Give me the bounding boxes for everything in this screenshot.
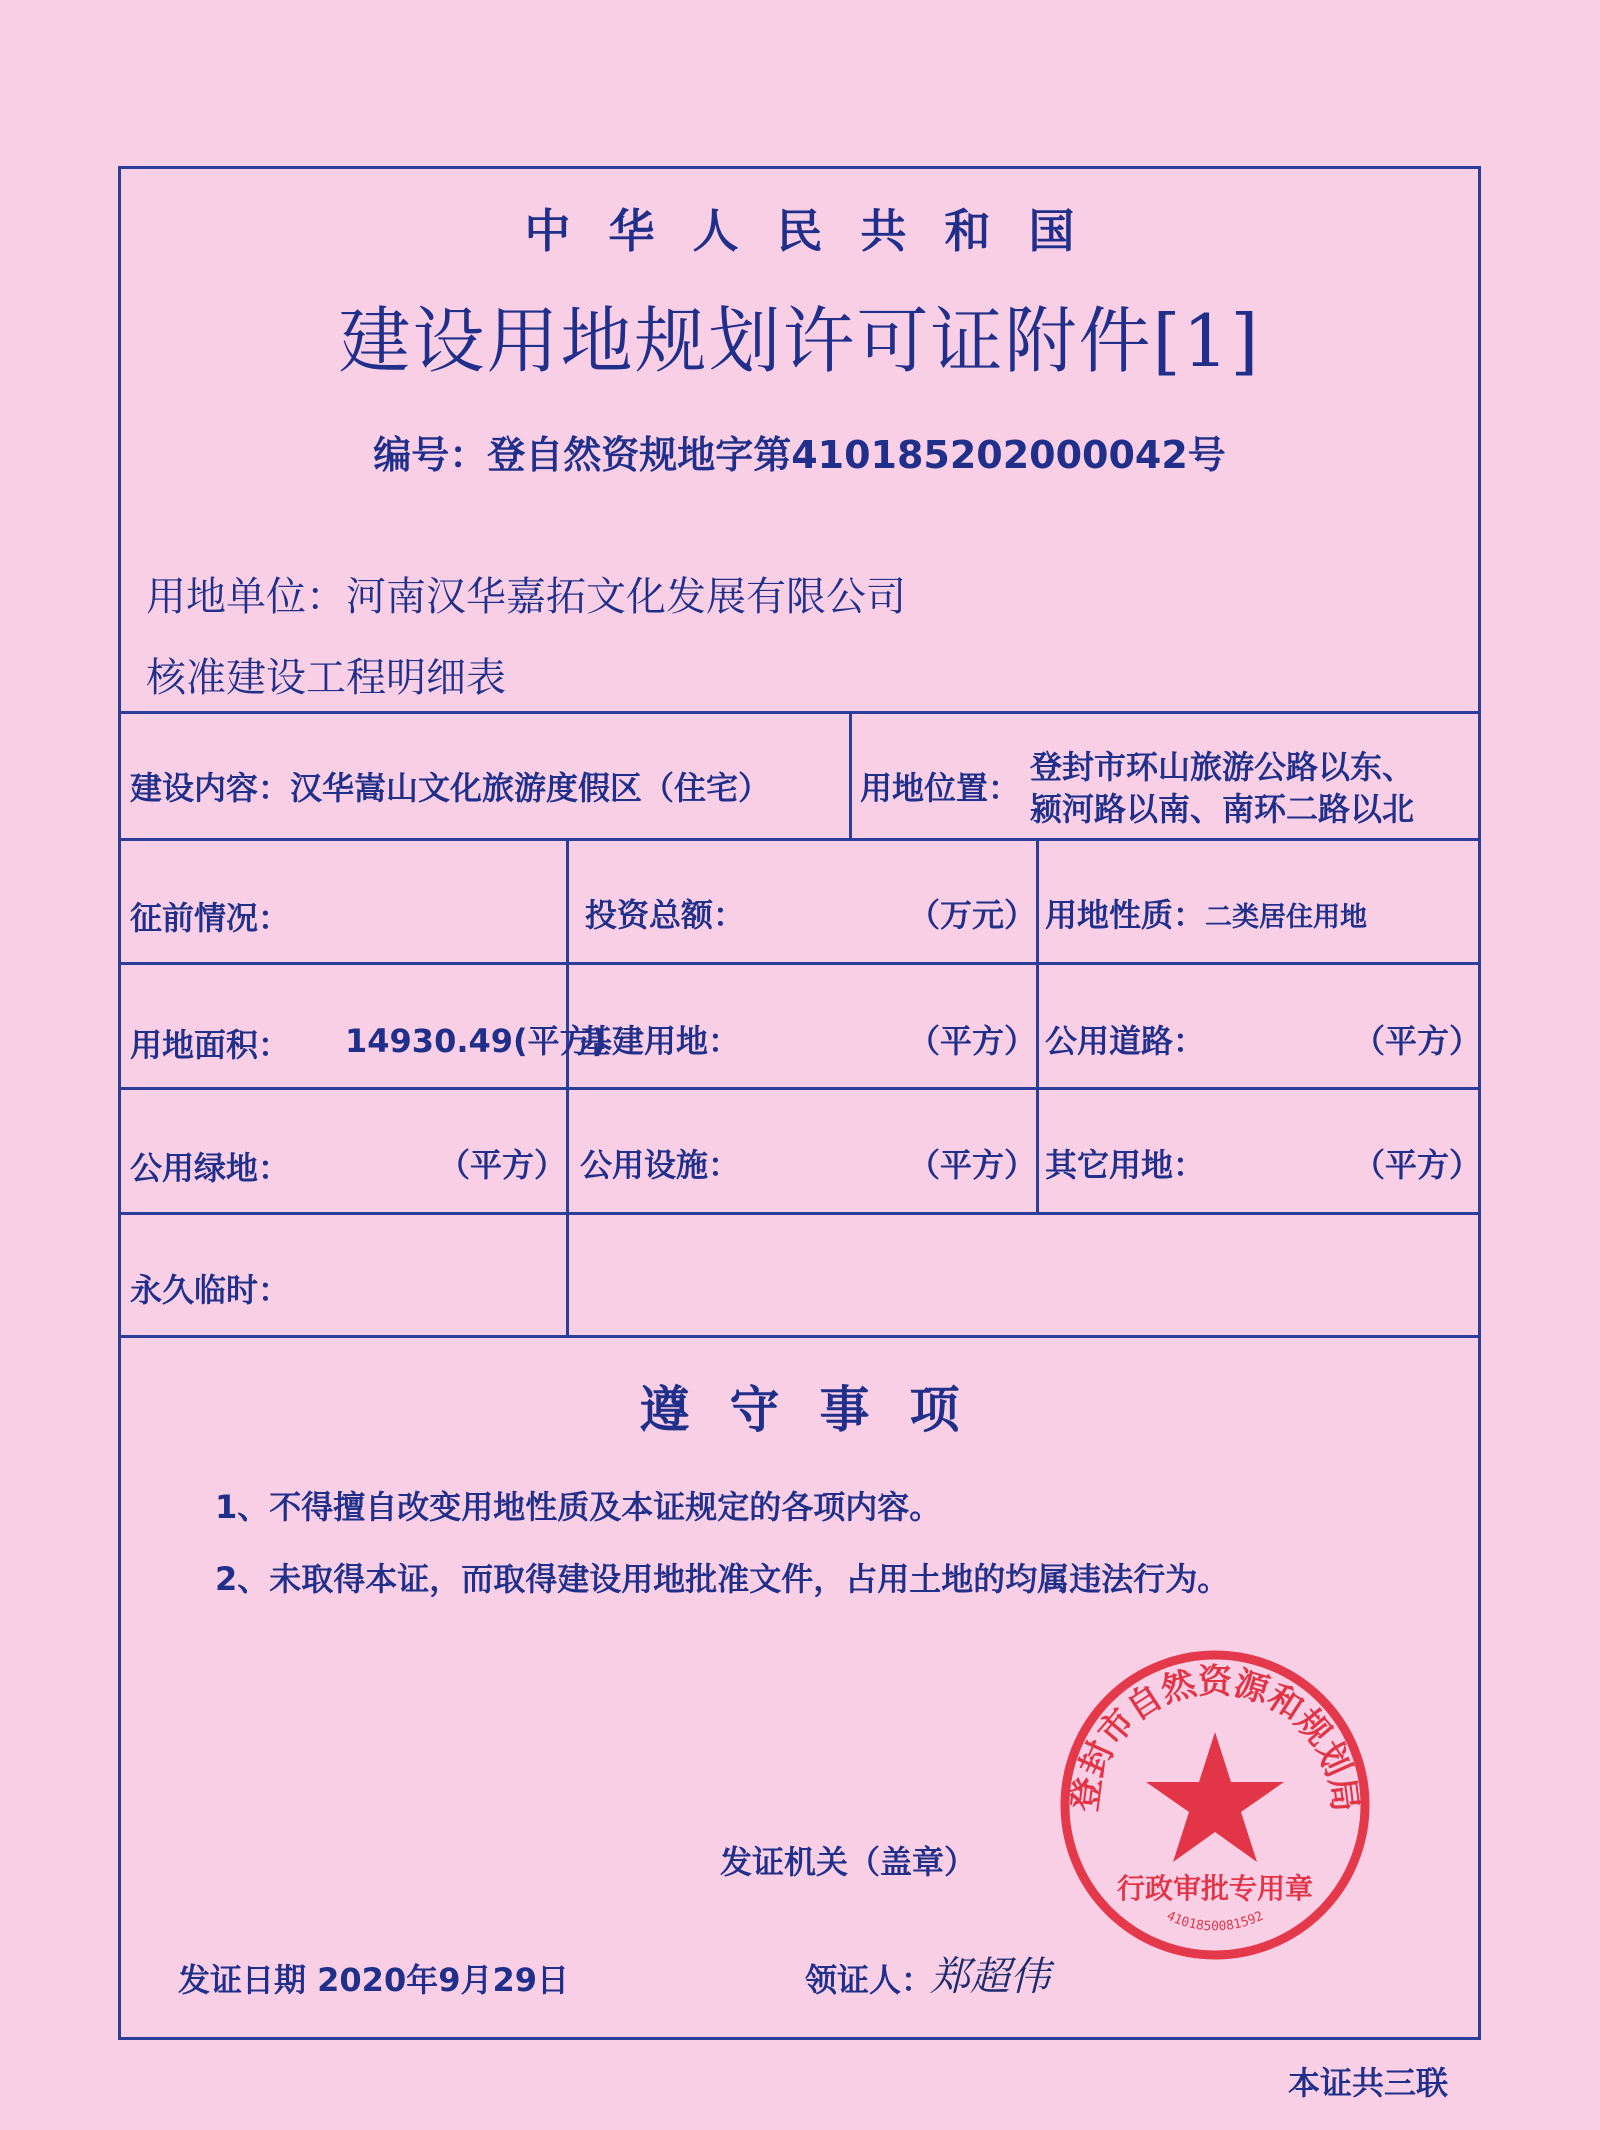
public-green-unit: （平方） [437,1146,566,1184]
row-divider [118,1212,1481,1215]
serial-number: 编号：登自然资规地字第410185202000042号 [373,433,1226,477]
applicant-label: 用地单位： [146,574,346,620]
pre-condition-label: 征前情况： [130,899,291,937]
area-unit: (平方) [513,1022,607,1060]
receiver-label: 领证人： [805,1961,934,1999]
issuing-authority: 发证机关（盖章） [720,1843,977,1881]
table-top-line [118,711,1481,714]
public-green-label: 公用绿地： [130,1149,291,1187]
column-divider [566,838,569,1335]
receiver-signature: 郑超伟 [930,1954,1050,2000]
land-nature-label: 用地性质： [1045,896,1206,934]
content-cell [130,763,770,809]
seal-inner-text: 行政审批专用章 [1116,1872,1314,1905]
other-land-label: 其它用地： [1045,1146,1206,1184]
issue-date: 发证日期 2020年9月29日 [178,1961,570,1999]
applicant-line [146,565,906,622]
basic-land-label: 基建用地： [580,1022,741,1060]
table-title: 核准建设工程明细表 [146,655,506,701]
column-divider [849,711,852,838]
seal-code: 4101850081592 [1164,1908,1266,1935]
row-divider [118,962,1481,965]
public-road-label: 公用道路： [1045,1022,1206,1060]
basic-land-unit: （平方） [907,1022,1036,1060]
area-value: 14930.49 [345,1022,514,1060]
column-divider [1036,838,1039,1212]
table-bottom-line [118,1335,1481,1338]
permanent-temporary-label: 永久临时： [130,1271,291,1309]
row-divider [118,1087,1481,1090]
public-facility-unit: （平方） [907,1146,1036,1184]
star-icon [1146,1732,1284,1862]
location-line-2: 颍河路以南、南环二路以北 [1030,790,1415,828]
investment-label: 投资总额： [585,896,746,934]
public-road-unit: （平方） [1352,1022,1481,1060]
notice-item-1: 1、不得擅自改变用地性质及本证规定的各项内容。 [215,1488,942,1526]
seal-ring-text: 登封市自然资源和规划局 [1065,1662,1365,1814]
location-line-1: 登封市环山旅游公路以东、 [1030,748,1415,786]
land-nature-cell [1045,890,1367,936]
content-label: 建设内容： [130,769,291,807]
copies-note: 本证共三联 [1288,2064,1449,2102]
notice-title: 遵守事项 [639,1381,1000,1439]
country-name: 中华人民共和国 [524,204,1113,258]
investment-unit: （万元） [907,896,1036,934]
official-seal [1050,1640,1380,1970]
notice-item-2: 2、未取得本证，而取得建设用地批准文件，占用土地的均属违法行为。 [215,1560,1230,1598]
location-label: 用地位置： [860,769,1021,807]
content-value: 汉华嵩山文化旅游度假区（住宅） [290,769,771,807]
land-nature-value: 二类居住用地 [1205,902,1368,933]
row-divider [118,838,1481,841]
other-land-unit: （平方） [1352,1146,1481,1184]
applicant-value: 河南汉华嘉拓文化发展有限公司 [346,574,906,620]
certificate-title: 建设用地规划许可证附件[1] [338,299,1261,383]
area-value-cell [345,1016,606,1062]
area-label: 用地面积： [130,1026,291,1064]
public-facility-label: 公用设施： [580,1146,741,1184]
